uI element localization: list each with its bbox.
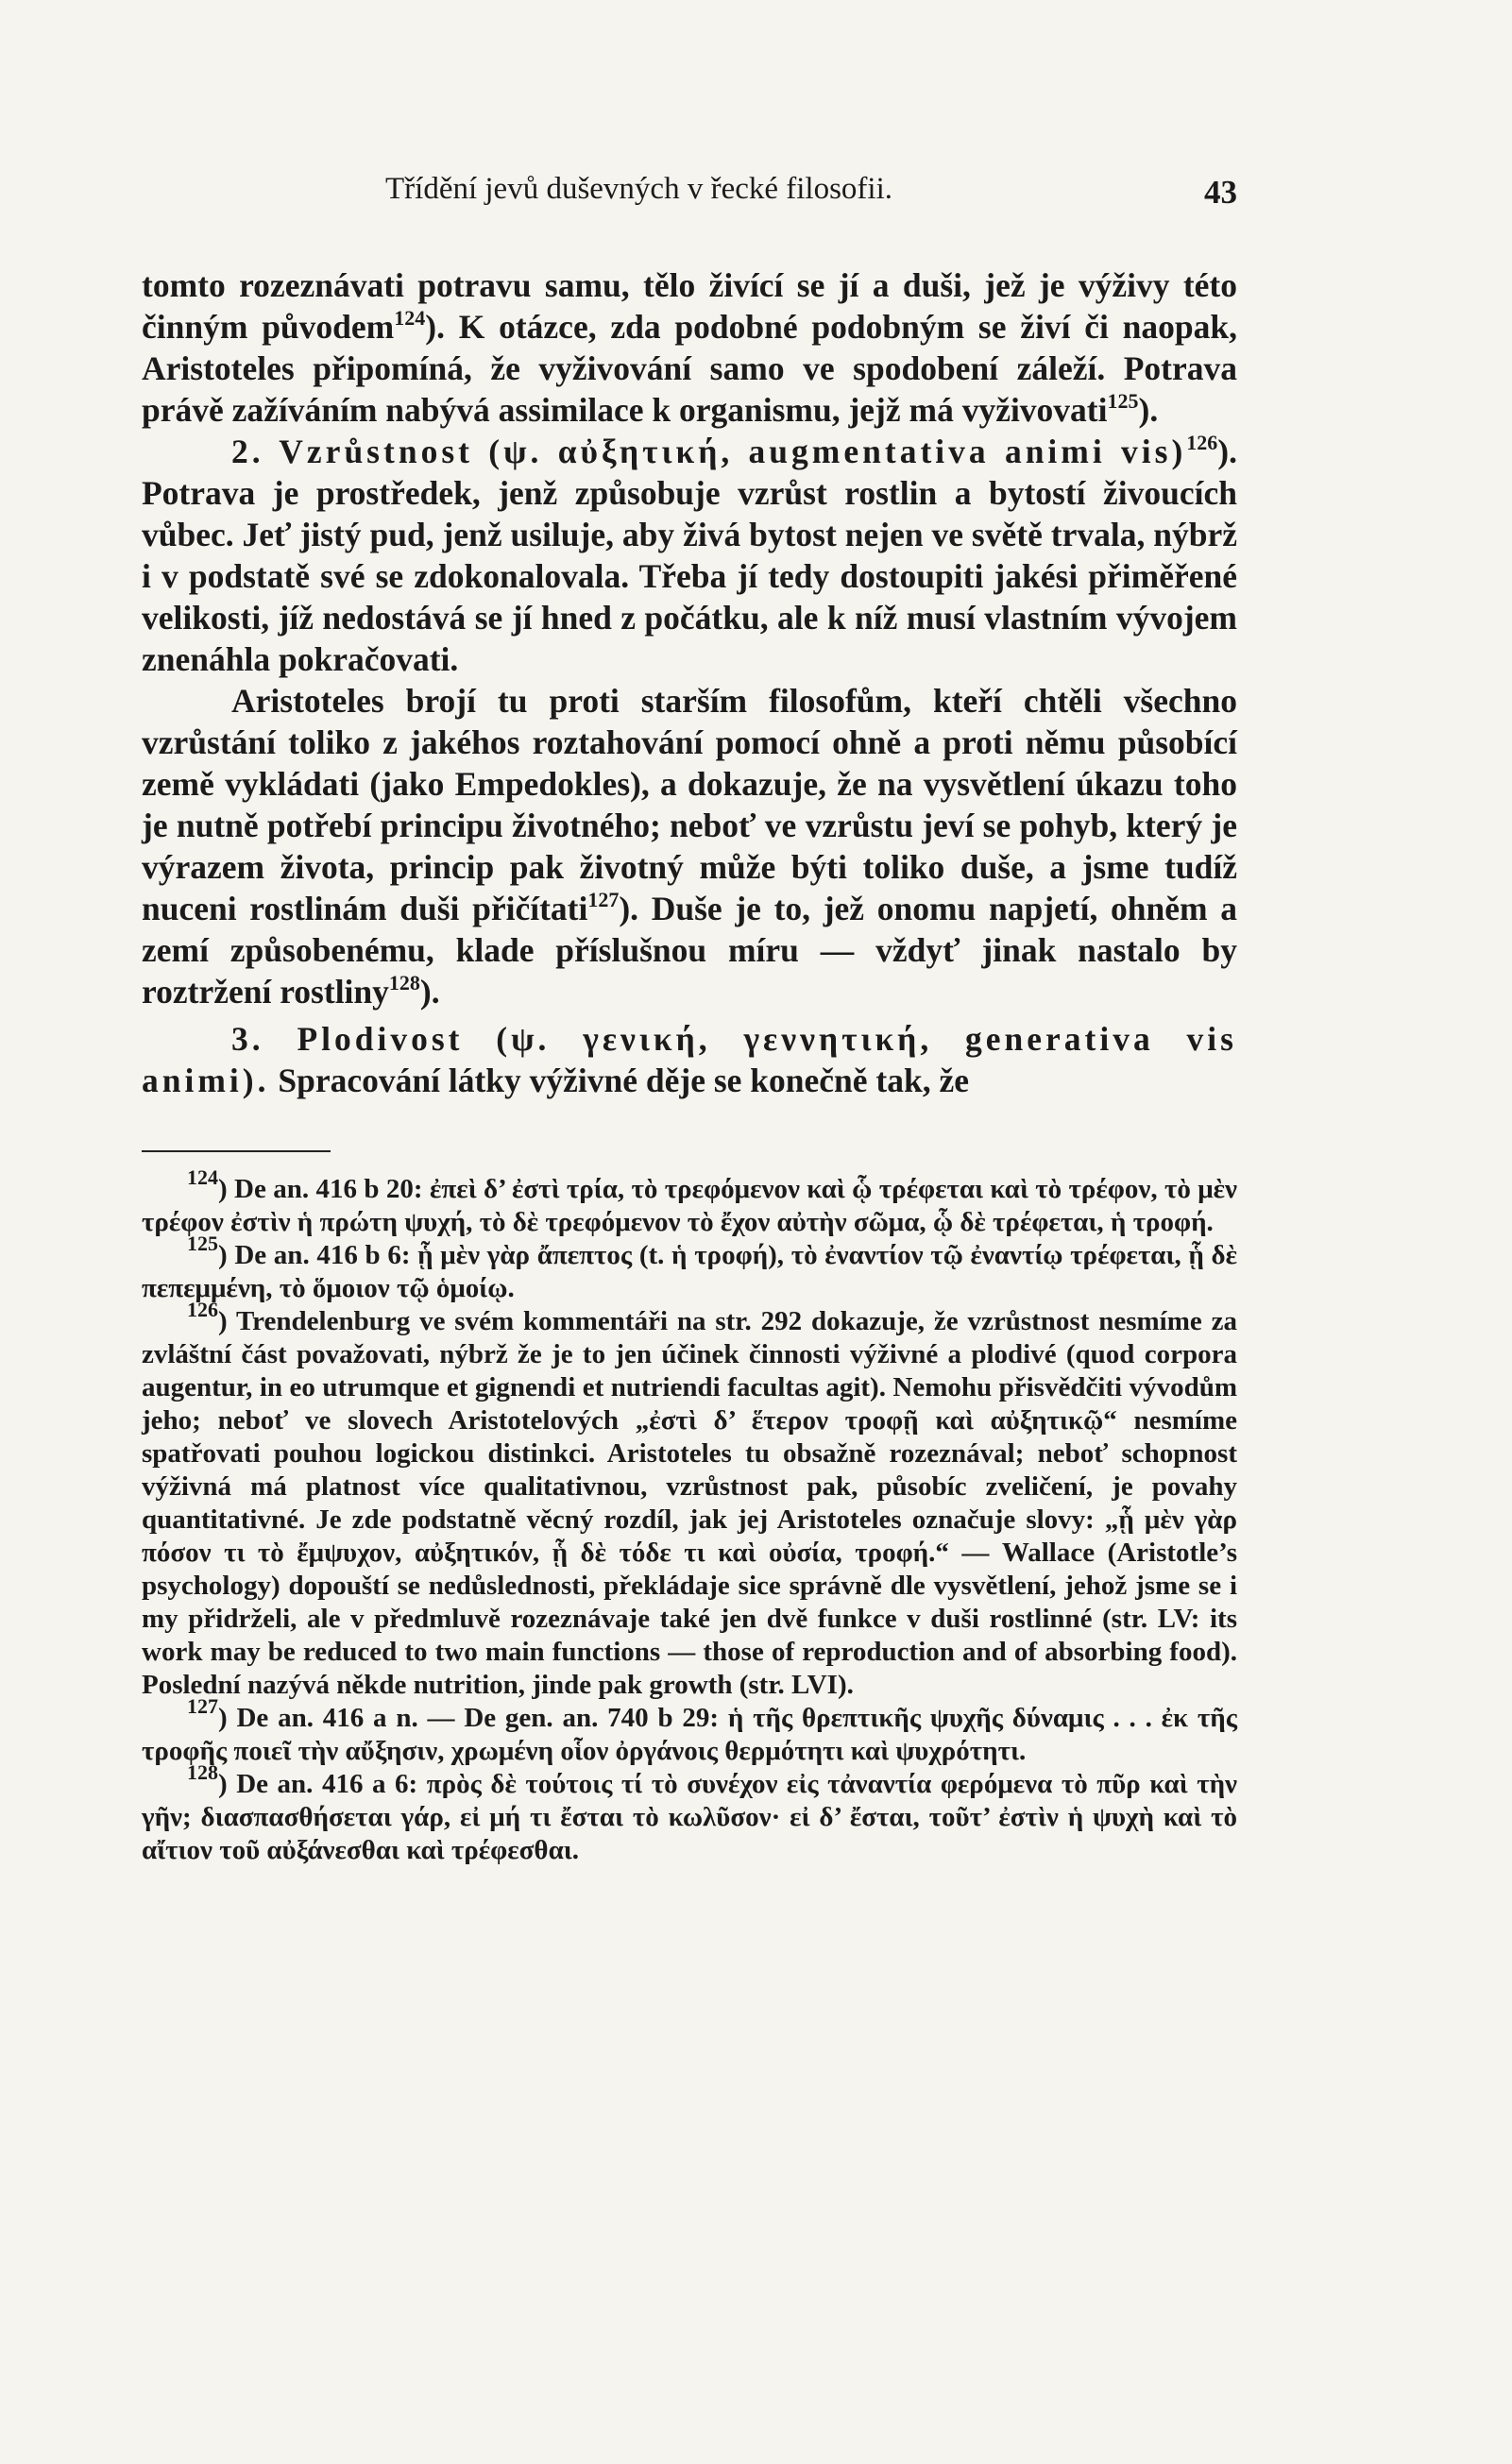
footnote-127 xyxy=(142,1694,1237,1768)
footnotes xyxy=(142,1165,1237,1867)
main-text xyxy=(142,264,1237,1101)
text-run: ). xyxy=(419,973,440,1011)
paragraph-1 xyxy=(142,264,1237,431)
footnote-divider xyxy=(142,1150,331,1152)
footnote-text: ) De an. 416 b 6: ᾗ μὲν γὰρ ἄπεπτος (t. ἡ τροφή), τὸ ἐναντίον τῷ ἐναντίῳ τρέφεται, ᾗ δὲ πεπεμμένη, τὸ ὅμοιον τῷ ὁμοίῳ. xyxy=(142,1240,1237,1303)
footnote-124 xyxy=(142,1165,1237,1239)
text-run: tomto rozeznávati potravu samu, tělo živící se jí a duši, jež je výživy této činným původem xyxy=(142,266,1237,346)
footnote-text: ) Trendelenburg ve svém kommentáři na str. 292 dokazuje, že vzrůstnost nesmíme za zvláštní část považovati, nýbrž že je to jen účinek činnosti výživné a plodivé (quod corpora augentur, in eo utrumque et gignendi et nutriendi facultas agit). Nemohu přisvědčiti vývodům jeho; neboť ve slovech Aristotelových „ἐστὶ δ’ ἕτερον τροφῇ καὶ αὐξητικῷ“ nesmíme spatřovati pouhou logickou distinkci. Aristoteles tu obsažně rozeznával; neboť schopnost výživná má platnost více qualitativnou, vzrůstnost pak, působíc zveličení, je povahy quantitativné. Je zde podstatně věcný rozdíl, jak jej Aristoteles označuje slovy: „ᾗ μὲν γὰρ πόσον τι τὸ ἔμψυχον, αὐξητικόν, ᾗ δὲ τόδε τι καὶ οὐσία, τροφή.“ — Wallace (Aristotle’s psychology) dopouští se nedůslednosti, překládaje sice správně dle vysvětlení, jehož jsme se i my přidrželi, ale v předmluvě rozeznávaje také jen dvě funkce v duši rostlinné (str. LV: its work may be reduced to two main functions — those of reproduction and of absorbing food). Poslední nazývá někde nutrition, jinde pak growth (str. LVI). xyxy=(142,1306,1237,1700)
page-number: 43 xyxy=(1204,174,1237,211)
text-run: ). K otázce, zda podobné podobným se živí či naopak, Aristoteles připomíná, že vyživování samo ve spodobení záleží. Potrava právě zažíváním nabývá assimilace k organismu, jejž má vyživovati xyxy=(142,308,1237,429)
section-3-paragraph xyxy=(142,1018,1237,1101)
footnote-text: ) De an. 416 b 20: ἐπεὶ δ’ ἐστὶ τρία, τὸ τρεφόμενον καὶ ᾧ τρέφεται καὶ τὸ τρέφον, τὸ μὲν τρέφον ἐστὶν ἡ πρώτη ψυχή, τὸ δὲ τρεφόμενον τὸ ἔχον αὐτὴν σῶμα, ᾧ δὲ τρέφεται, ἡ τροφή. xyxy=(142,1174,1237,1237)
footnote-125 xyxy=(142,1232,1237,1305)
footnote-mark: 128 xyxy=(187,1760,218,1784)
section-2-paragraph xyxy=(142,431,1237,680)
footnote-ref-124: 124 xyxy=(394,306,426,330)
text-run: Aristoteles brojí tu proti starším filosofům, kteří chtěli všechno vzrůstání toliko z jakéhos roztahování pomocí ohně a proti němu působící země vykládati (jako Empedokles), a dokazuje, že na vysvětlení úkazu toho je nutně potřebí principu životného; neboť ve vzrůstu jeví se pohyb, který je výrazem života, princip pak životný může býti toliko duše, a jsme tudíž nuceni rostlinám duši přičítati xyxy=(142,682,1237,927)
text-run: Spracování látky výživné děje se konečně tak, že xyxy=(278,1062,970,1099)
footnote-126 xyxy=(142,1298,1237,1702)
page-header xyxy=(142,161,1237,217)
footnote-mark: 124 xyxy=(187,1165,218,1189)
footnote-ref-125: 125 xyxy=(1107,389,1139,413)
paragraph-3 xyxy=(142,680,1237,1012)
text-run: ). xyxy=(1138,391,1159,429)
text-run: ). Potrava je prostředek, jenž způsobuje vzrůst rostlin a bytostí živoucích vůbec. Jeť jistý pud, jenž usiluje, aby živá bytost nejen ve světě trvala, nýbrž i v podstatě své se zdokonalovala. Třeba jí tedy dostoupiti jakési přiměřené velikosti, jíž nedostává se jí hned z počátku, ale k níž musí vlastním vývojem znenáhla pokračovati. xyxy=(142,433,1237,678)
footnote-ref-128: 128 xyxy=(388,971,420,994)
footnote-128 xyxy=(142,1760,1237,1867)
section-3-heading: 3. Plodivost (ψ. γενική, γεννητική, generativa vis animi). xyxy=(142,1020,1237,1099)
footnote-ref-126: 126 xyxy=(1186,431,1218,454)
footnote-text: ) De an. 416 a n. — De gen. an. 740 b 29: ἡ τῆς θρεπτικῆς ψυχῆς δύναμις . . . ἐκ τῆς τροφῆς ποιεῖ τὴν αὔξησιν, χρωμένη οἷον ὀργάνοις θερμότητι καὶ ψυχρότητι. xyxy=(142,1703,1237,1766)
section-2-heading: 2. Vzrůstnost (ψ. αὐξητική, augmentativa animi vis) xyxy=(231,433,1187,470)
footnote-mark: 127 xyxy=(187,1694,218,1718)
footnote-mark: 126 xyxy=(187,1298,218,1321)
running-title: Třídění jevů duševných v řecké filosofii. xyxy=(385,172,893,206)
footnote-mark: 125 xyxy=(187,1232,218,1255)
footnote-ref-127: 127 xyxy=(587,888,620,911)
book-page xyxy=(142,161,1237,1867)
text-run: ). Duše je to, jež onomu napjetí, ohněm a zemí způsobenému, klade příslušnou míru — vždyť jinak nastalo by roztržení rostliny xyxy=(142,890,1237,1011)
footnote-text: ) De an. 416 a 6: πρὸς δὲ τούτοις τί τὸ συνέχον εἰς τἀναντία φερόμενα τὸ πῦρ καὶ τὴν γῆν; διασπασθήσεται γάρ, εἰ μή τι ἔσται τὸ κωλῦσον· εἰ δ’ ἔσται, τοῦτ’ ἐστὶν ἡ ψυχὴ καὶ τὸ αἴτιον τοῦ αὐξάνεσθαι καὶ τρέφεσθαι. xyxy=(142,1769,1237,1865)
